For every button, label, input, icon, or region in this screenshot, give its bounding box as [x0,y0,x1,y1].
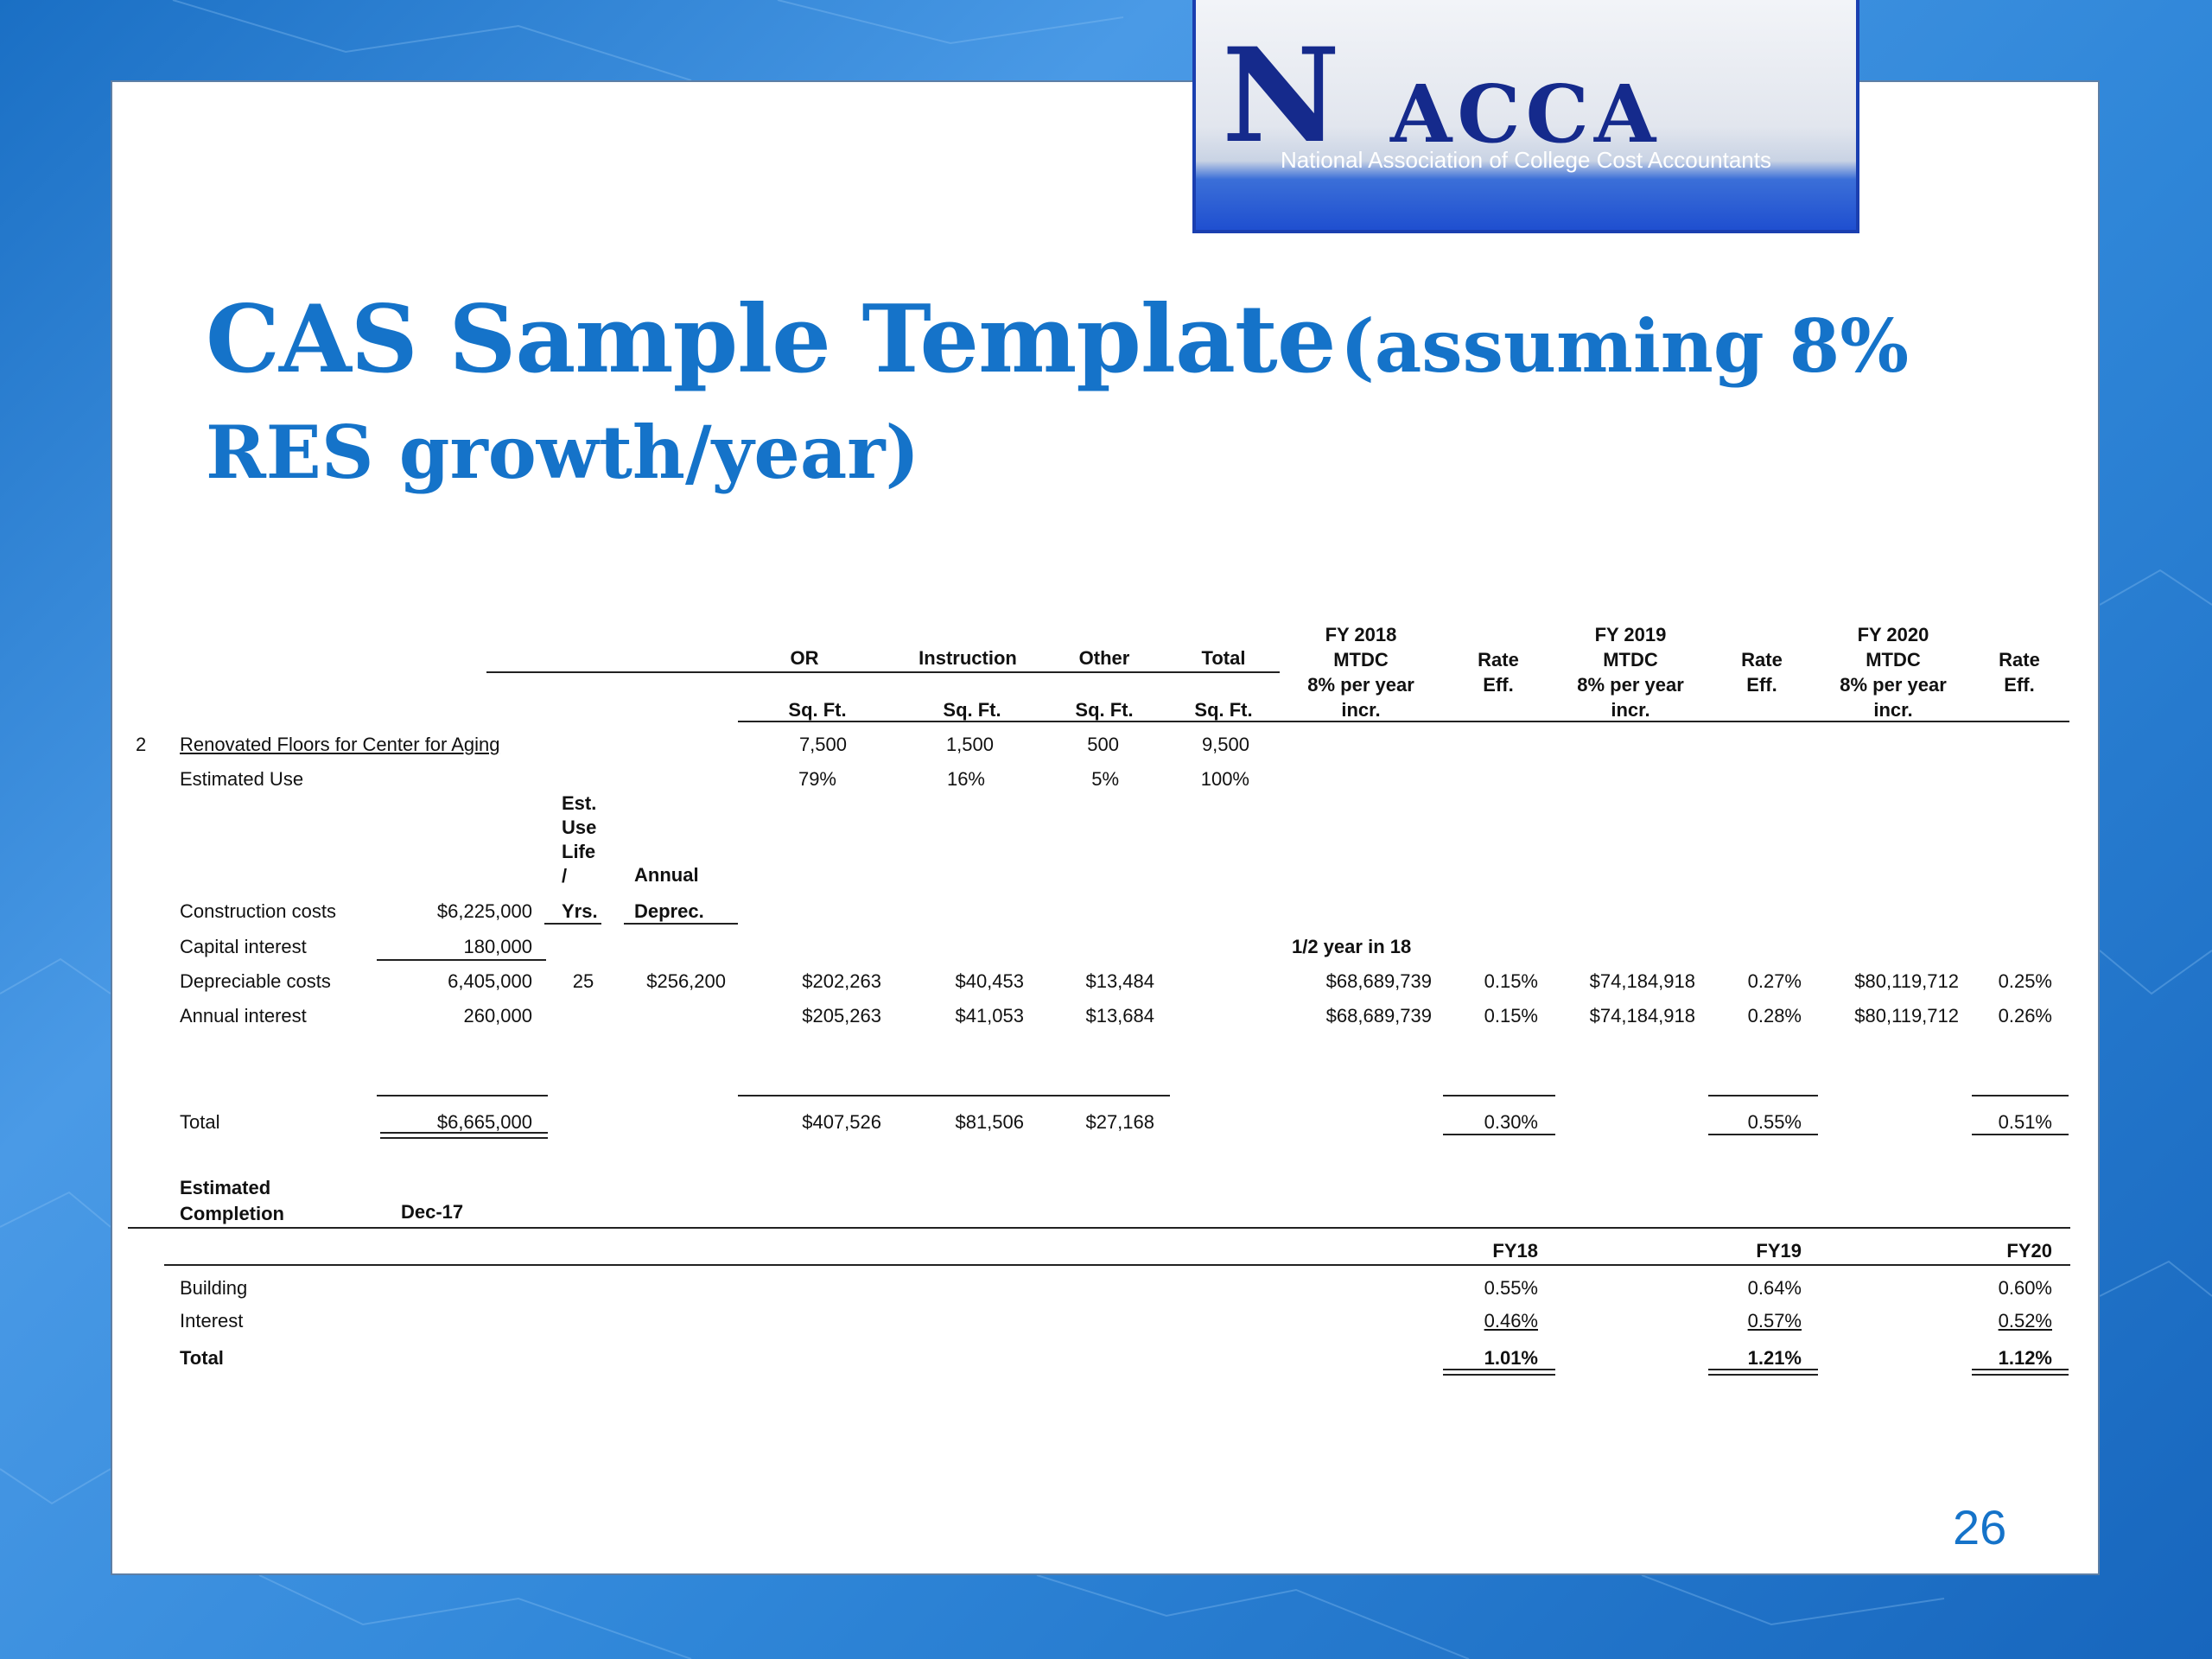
interest-other: $13,684 [1085,1005,1154,1027]
total-rate-18: 0.30% [1484,1111,1538,1133]
col-header-rate-eff-18: Rate Eff. [1478,649,1519,696]
depreciable-other: $13,484 [1085,970,1154,992]
summary-total-fy19: 1.21% [1747,1347,1802,1369]
depreciable-instruction: $40,453 [955,970,1024,992]
depreciable-costs-amount: 6,405,000 [448,970,532,992]
total-rule-19 [1708,1134,1818,1135]
col-header-rate-eff-20: Rate Eff. [1999,649,2040,696]
col-header-rate-eff-19: Rate Eff. [1741,649,1783,696]
capital-interest-label: Capital interest [180,936,307,957]
total-top-rule-18 [1443,1095,1555,1096]
summary-top-rule [128,1227,2070,1229]
project-number: 2 [136,734,147,755]
summary-building-fy18: 0.55% [1484,1277,1538,1299]
depreciable-fy19: $74,184,918 [1589,970,1695,992]
total-label: Total [180,1111,220,1133]
depreciable-rate-18: 0.15% [1484,970,1538,992]
summary-building-fy19: 0.64% [1747,1277,1802,1299]
estimated-completion-value: Dec-17 [401,1201,464,1223]
summary-interest-fy19: 0.57% [1747,1310,1802,1332]
interest-fy19: $74,184,918 [1589,1005,1695,1027]
sqft-total: 9,500 [1201,734,1249,755]
interest-instruction: $41,053 [955,1005,1024,1027]
summary-header-fy18: FY18 [1492,1240,1538,1262]
summary-header-fy19: FY19 [1756,1240,1802,1262]
total-instruction: $81,506 [955,1111,1024,1133]
col-header-fy2018: FY 2018 MTDC 8% per year incr. [1307,624,1414,721]
sqft-header-other: Sq. Ft. [1075,699,1134,721]
summary-total-rule-18 [1443,1369,1555,1376]
logo-subtitle: National Association of College Cost Accountants [1280,147,1771,173]
logo-letters-acca: ACCA [1390,67,1662,161]
total-rule-18 [1443,1134,1555,1135]
summary-interest-fy18: 0.46% [1484,1310,1538,1332]
sqft-other: 500 [1087,734,1119,755]
yrs-header: Yrs. [562,900,598,922]
total-top-rule-amount [377,1095,548,1096]
title-paren-line1: (assuming 8% [1340,303,1910,389]
half-year-note: 1/2 year in 18 [1292,936,1412,957]
estimated-completion-label: Estimated Completion [180,1177,284,1224]
annual-interest-label: Annual interest [180,1005,307,1027]
depreciable-rate-20: 0.25% [1998,970,2052,992]
depreciable-annual: $256,200 [646,970,726,992]
total-top-rule-alloc [738,1095,1170,1096]
capital-interest-rule [377,959,546,961]
interest-or: $205,263 [802,1005,881,1027]
title-paren-line2: RES growth/year) [206,410,920,495]
summary-total-label: Total [180,1347,224,1369]
total-other: $27,168 [1085,1111,1154,1133]
summary-building-fy20: 0.60% [1998,1277,2052,1299]
capital-interest-amount: 180,000 [463,936,532,957]
total-rate-19: 0.55% [1747,1111,1802,1133]
interest-fy20: $80,119,712 [1854,1005,1959,1027]
page-number: 26 [1953,1500,2007,1554]
construction-costs-label: Construction costs [180,900,336,922]
summary-header-fy20: FY20 [2006,1240,2052,1262]
summary-total-fy18: 1.01% [1484,1347,1538,1369]
summary-interest-label: Interest [180,1310,244,1332]
depreciable-fy20: $80,119,712 [1854,970,1959,992]
sqft-header-instruction: Sq. Ft. [943,699,1001,721]
summary-building-label: Building [180,1277,248,1299]
total-top-rule-19 [1708,1095,1818,1096]
total-or: $407,526 [802,1111,881,1133]
est-use-total: 100% [1200,768,1249,790]
project-name: Renovated Floors for Center for Aging [180,734,500,755]
yrs-rule [544,923,601,925]
interest-rate-18: 0.15% [1484,1005,1538,1027]
total-rule-20 [1972,1134,2069,1135]
estimated-use-label: Estimated Use [180,768,304,790]
deprec-header: Deprec. [634,900,704,922]
col-header-fy2020: FY 2020 MTDC 8% per year incr. [1840,624,1947,721]
logo-letter-n: N [1222,20,1338,172]
header-rule-left [486,671,1280,673]
deprec-rule [624,923,738,925]
depreciable-fy18: $68,689,739 [1325,970,1432,992]
depreciable-rate-19: 0.27% [1747,970,1802,992]
summary-total-rule-20 [1972,1369,2069,1376]
summary-header-rule [164,1264,2070,1266]
interest-fy18: $68,689,739 [1325,1005,1432,1027]
title-main: CAS Sample Template [206,285,1336,394]
depreciable-life: 25 [572,970,594,992]
summary-total-rule-19 [1708,1369,1818,1376]
sqft-header-total: Sq. Ft. [1194,699,1253,721]
interest-rate-19: 0.28% [1747,1005,1802,1027]
sqft-header-or: Sq. Ft. [788,699,847,721]
col-header-or: OR [790,647,819,669]
sqft-instruction: 1,500 [945,734,994,755]
depreciable-costs-label: Depreciable costs [180,970,331,992]
est-use-life-header: Est. Use Life / [562,792,597,887]
total-amount: $6,665,000 [436,1111,532,1133]
annual-interest-amount: 260,000 [463,1005,532,1027]
interest-rate-20: 0.26% [1998,1005,2052,1027]
col-header-fy2019: FY 2019 MTDC 8% per year incr. [1577,624,1684,721]
est-use-instruction: 16% [946,768,985,790]
construction-costs-amount: $6,225,000 [436,900,532,922]
est-use-other: 5% [1091,768,1119,790]
col-header-total: Total [1201,647,1246,669]
annual-header: Annual [634,864,699,886]
total-double-rule-amount [380,1132,548,1139]
summary-interest-fy20: 0.52% [1998,1310,2052,1332]
col-header-instruction: Instruction [918,647,1017,669]
summary-total-fy20: 1.12% [1998,1347,2052,1369]
depreciable-or: $202,263 [802,970,881,992]
est-use-or: 79% [798,768,836,790]
sqft-or: 7,500 [798,734,847,755]
total-rate-20: 0.51% [1998,1111,2052,1133]
col-header-other: Other [1078,647,1130,669]
total-top-rule-20 [1972,1095,2069,1096]
